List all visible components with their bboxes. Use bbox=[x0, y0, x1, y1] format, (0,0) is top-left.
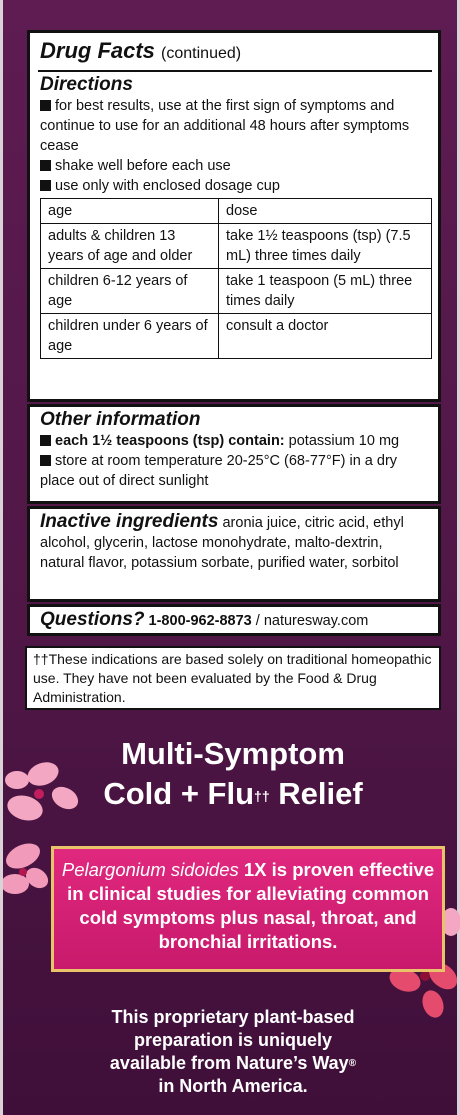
drug-facts-panel bbox=[27, 30, 441, 402]
table-row bbox=[41, 269, 432, 314]
website-link[interactable]: / naturesway.com bbox=[251, 613, 369, 629]
clinical-claim-box: Pelargonium sidoides 1X is proven effective in clinical studies for alleviating common cold symptoms plus nasal, throat, and bronchial irritations. bbox=[51, 846, 445, 972]
table-cell-dose: take 1 teaspoon (5 mL) three times daily bbox=[219, 269, 432, 314]
inactive-ingredients-panel bbox=[27, 506, 441, 602]
drug-facts-continued: (continued) bbox=[161, 45, 242, 62]
bullet-square-icon bbox=[40, 435, 51, 446]
dosage-table bbox=[40, 198, 432, 359]
table-cell-age: children under 6 years of age bbox=[41, 314, 219, 359]
direction-item: for best results, use at the first sign of symptoms and continue to use for an additional 48 hours after symptoms cease bbox=[40, 98, 410, 154]
other-information-title: Other information bbox=[40, 409, 201, 430]
direction-item: use only with enclosed dosage cup bbox=[40, 176, 430, 196]
phone-number[interactable]: 1-800-962-8873 bbox=[144, 613, 252, 629]
table-header-row bbox=[41, 199, 432, 224]
inactive-ingredients-title: Inactive ingredients bbox=[40, 511, 219, 532]
drug-facts-title: Drug Facts (continued) bbox=[40, 38, 242, 63]
product-headline: Multi-Symptom Cold + Flu†† Relief bbox=[103, 736, 363, 811]
table-header-dose: dose bbox=[219, 199, 432, 224]
table-cell-age: children 6-12 years of age bbox=[41, 269, 219, 314]
other-info-item: each 1½ teaspoons (tsp) contain: potassium 10 mg bbox=[40, 431, 430, 451]
direction-item: shake well before each use bbox=[40, 156, 430, 176]
other-information-panel bbox=[27, 404, 441, 504]
inactive-ingredients-text: aronia juice, citric acid, ethyl alcohol, glycerin, lactose monohydrate, malto-dextrin, natural flavor, potassium sorbate, purified water, sorbitol bbox=[40, 515, 404, 571]
questions-panel bbox=[27, 604, 441, 636]
directions-title: Directions bbox=[40, 74, 133, 95]
divider bbox=[38, 70, 432, 72]
footnote-panel: ††These indications are based solely on traditional homeopathic use. They have not been evaluated by the Food & Drug Administration. bbox=[25, 646, 441, 710]
bullet-square-icon bbox=[40, 100, 51, 111]
latin-name: Pelargonium sidoides bbox=[61, 859, 239, 880]
bullet-square-icon bbox=[40, 180, 51, 191]
bullet-square-icon bbox=[40, 160, 51, 171]
table-row bbox=[41, 314, 432, 359]
table-cell-dose: take 1½ teaspoons (tsp) (7.5 mL) three times daily bbox=[219, 224, 432, 269]
table-cell-dose: consult a doctor bbox=[219, 314, 432, 359]
other-info-item: store at room temperature 20-25°C (68-77°F) in a dry place out of direct sunlight bbox=[40, 453, 398, 489]
bullet-square-icon bbox=[40, 455, 51, 466]
availability-statement: This proprietary plant-based preparation is uniquely available from Nature’s Way® in North America. bbox=[109, 1007, 357, 1096]
questions-title: Questions? bbox=[40, 609, 145, 630]
table-cell-age: adults & children 13 years of age and older bbox=[41, 224, 219, 269]
table-header-age: age bbox=[41, 199, 219, 224]
table-row bbox=[41, 224, 432, 269]
